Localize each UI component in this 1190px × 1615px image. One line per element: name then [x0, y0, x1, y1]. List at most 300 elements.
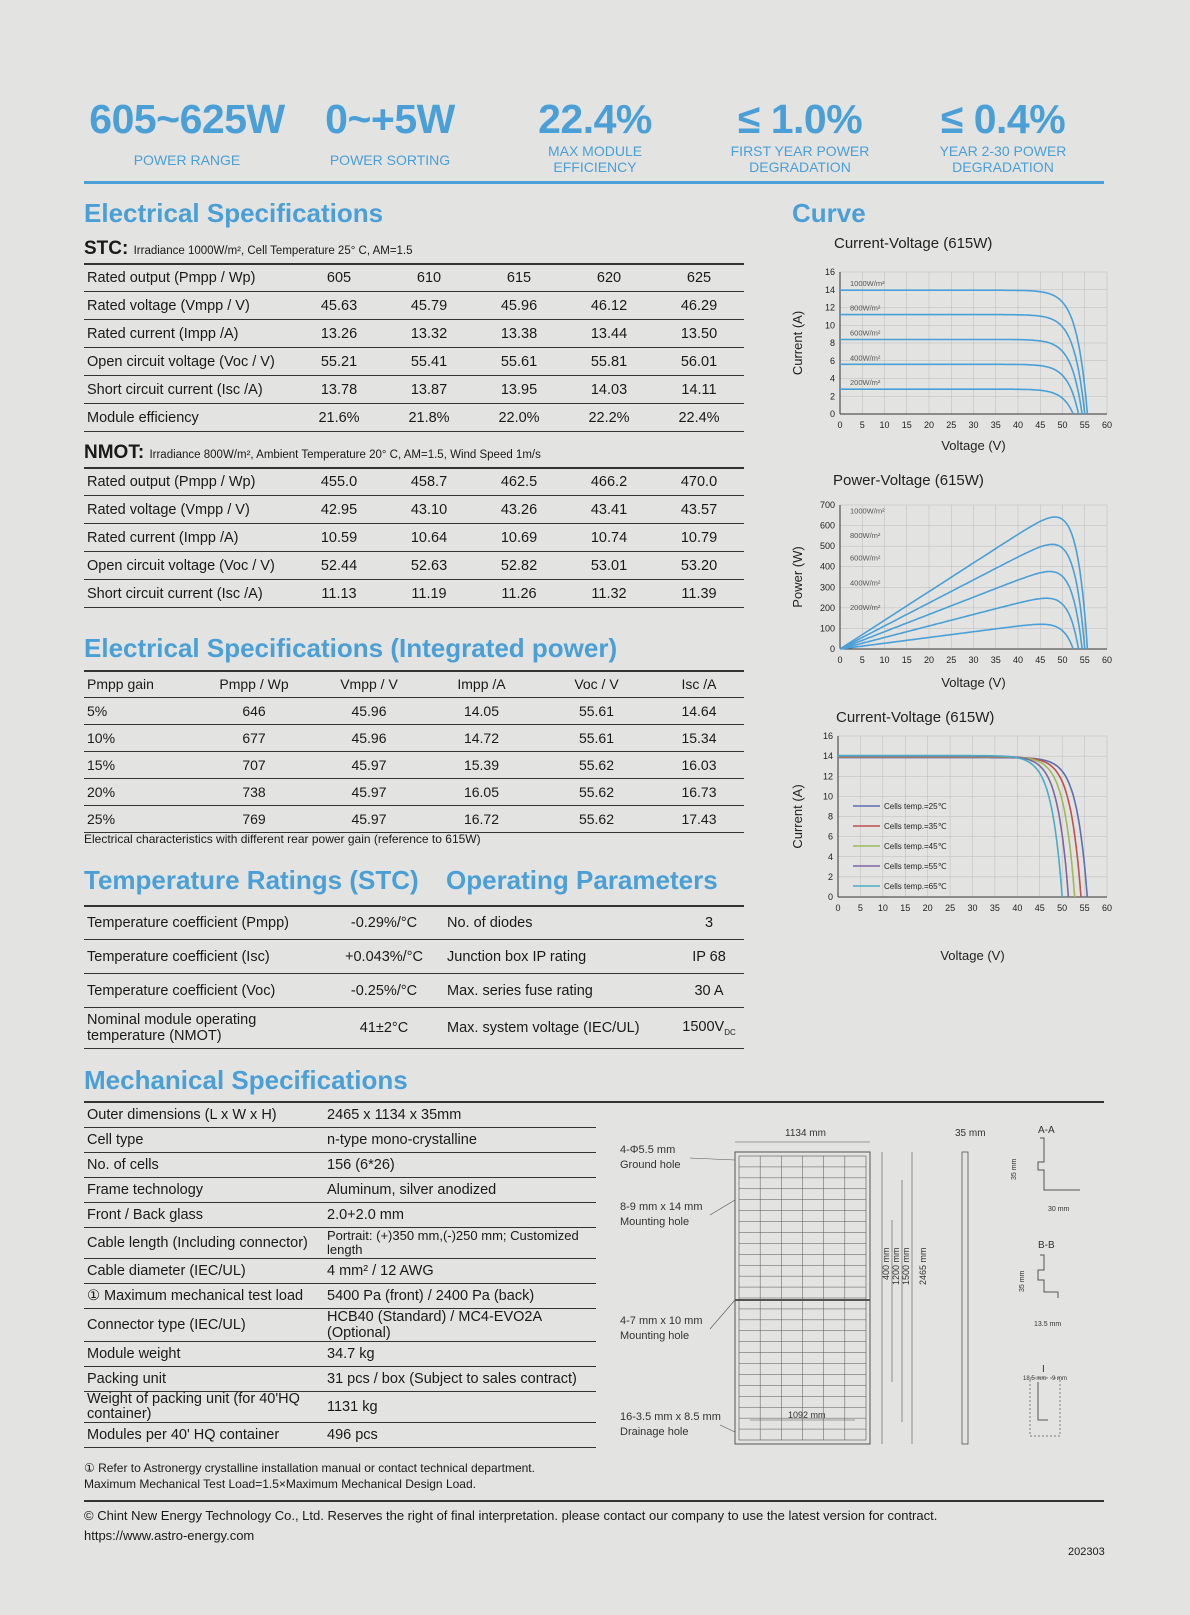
row-label: Rated voltage (Vmpp / V)	[84, 292, 294, 320]
y-tick-label: 6	[827, 831, 833, 842]
cell-value: 13.78	[294, 376, 384, 404]
dim-400: 400 mm	[881, 1247, 891, 1280]
kpi-label: FIRST YEAR POWER DEGRADATION	[730, 143, 870, 175]
y-tick-label: 10	[824, 320, 835, 331]
table-row	[84, 752, 744, 779]
value-text: 3	[704, 914, 714, 931]
bb-profile	[1038, 1255, 1058, 1298]
table-row	[84, 552, 744, 580]
curve-title: Curve	[792, 198, 866, 228]
row-label: Temperature coefficient (Voc)	[84, 974, 324, 1008]
module-drawing	[620, 1120, 1100, 1460]
cell-value: 646	[194, 698, 314, 725]
cell-value: 45.97	[314, 779, 424, 806]
y-tick-label: 2	[827, 871, 833, 882]
row-label: Modules per 40' HQ container	[84, 1423, 324, 1448]
table-row	[84, 1367, 596, 1392]
cell-value: 43.41	[564, 496, 654, 524]
x-tick-label: 45	[1035, 655, 1046, 665]
x-tick-label: 55	[1079, 903, 1090, 913]
row-label: Short circuit current (Isc /A)	[84, 376, 294, 404]
kpi-value: 0~+5W	[325, 96, 455, 142]
series-label: 1000W/m²	[850, 506, 885, 516]
integrated-note: Electrical characteristics with different rear power gain (reference to 615W)	[84, 832, 481, 846]
cell-value: 22.4%	[654, 404, 744, 432]
cell-value: 55.21	[294, 348, 384, 376]
series-line	[840, 624, 1073, 649]
cell-value: 615	[474, 264, 564, 292]
cell-value: 45.97	[314, 752, 424, 779]
table-row	[444, 940, 744, 974]
cell-value: 14.64	[654, 698, 744, 725]
mech-note-1: ① Refer to Astronergy crystalline installation manual or contact technical department.	[84, 1461, 535, 1475]
cell-value: 45.97	[314, 806, 424, 833]
table-row	[84, 376, 744, 404]
table-row	[84, 320, 744, 348]
column-header: Isc /A	[654, 671, 744, 698]
cell-value: 156 (6*26)	[324, 1153, 596, 1178]
nmot-label: NMOT:	[84, 442, 145, 463]
cell-value: 16.03	[654, 752, 744, 779]
cell-value	[674, 974, 744, 1008]
cell-value: 53.20	[654, 552, 744, 580]
cell-value: 45.96	[314, 725, 424, 752]
y-tick-label: 100	[819, 623, 835, 634]
y-tick-label: 12	[822, 771, 833, 782]
table-row	[84, 1259, 596, 1284]
ground-hole-size: 4-Φ5.5 mm	[620, 1144, 676, 1156]
cell-value: 46.12	[564, 292, 654, 320]
y-tick-label: 16	[822, 731, 833, 741]
cell-value: 16.73	[654, 779, 744, 806]
table-row	[84, 1128, 596, 1153]
cell-value: 14.05	[424, 698, 539, 725]
cell-value: 15.34	[654, 725, 744, 752]
cell-value: 15.39	[424, 752, 539, 779]
value-subscript: DC	[724, 1027, 736, 1037]
table-row	[84, 1342, 596, 1367]
table-row	[84, 1423, 596, 1448]
cell-value: 52.82	[474, 552, 564, 580]
row-label: Rated output (Pmpp / Wp)	[84, 264, 294, 292]
x-tick-label: 10	[879, 655, 890, 665]
table-row	[84, 348, 744, 376]
cell-value: 43.10	[384, 496, 474, 524]
table-row	[84, 1153, 596, 1178]
row-label: Cell type	[84, 1128, 324, 1153]
dim-2465: 2465 mm	[918, 1247, 928, 1285]
series-line	[840, 389, 1073, 414]
cell-value: 55.61	[474, 348, 564, 376]
detail-i	[1030, 1378, 1060, 1436]
series-line	[840, 340, 1082, 415]
cell-value: 2.0+2.0 mm	[324, 1203, 596, 1228]
stc-conditions: Irradiance 1000W/m², Cell Temperature 25° C, AM=1.5	[133, 245, 413, 257]
table-row	[84, 1103, 596, 1128]
cell-value: 13.50	[654, 320, 744, 348]
bb-dim-135: 13.5 mm	[1034, 1321, 1062, 1328]
mounting-hole2-label: Mounting hole	[620, 1330, 690, 1342]
row-label: 5%	[84, 698, 194, 725]
row-label: Short circuit current (Isc /A)	[84, 580, 294, 608]
i-dim-b: 9 mm	[1052, 1376, 1067, 1382]
row-label: Rated current (Impp /A)	[84, 524, 294, 552]
nmot-table	[84, 468, 744, 608]
x-tick-label: 0	[837, 420, 843, 430]
nmot-conditions: Irradiance 800W/m², Ambient Temperature 20° C, AM=1.5, Wind Speed 1m/s	[149, 449, 541, 461]
cell-value: 13.95	[474, 376, 564, 404]
cell-value: 455.0	[294, 468, 384, 496]
cell-value: 31 pcs / box (Subject to sales contract)	[324, 1367, 596, 1392]
cell-value: 43.57	[654, 496, 744, 524]
cell-value: 55.62	[539, 806, 654, 833]
dim-1500: 1500 mm	[901, 1247, 911, 1285]
cell-value: 21.8%	[384, 404, 474, 432]
table-row	[84, 940, 444, 974]
row-label: Cable diameter (IEC/UL)	[84, 1259, 324, 1284]
cell-value: 605	[294, 264, 384, 292]
cell-value: 55.61	[539, 725, 654, 752]
y-tick-label: 8	[829, 338, 835, 348]
cell-value: 55.81	[564, 348, 654, 376]
kpi-value: ≤ 0.4%	[940, 96, 1066, 142]
y-axis-label: Current (A)	[790, 310, 805, 376]
series-line	[838, 758, 1087, 897]
table-row	[84, 1008, 444, 1049]
x-axis-label: Voltage (V)	[941, 438, 1006, 453]
series-label: 400W/m²	[850, 578, 881, 588]
series-label: 200W/m²	[850, 603, 881, 613]
table-row	[84, 1178, 596, 1203]
row-label: Rated voltage (Vmpp / V)	[84, 496, 294, 524]
dim-1092: 1092 mm	[788, 1410, 826, 1420]
x-tick-label: 20	[923, 655, 935, 665]
row-label: ① Maximum mechanical test load	[84, 1284, 324, 1309]
series-line	[838, 757, 1075, 897]
x-tick-label: 45	[1034, 903, 1045, 913]
row-label: 20%	[84, 779, 194, 806]
cell-value: 55.41	[384, 348, 474, 376]
cell-value: 13.32	[384, 320, 474, 348]
y-tick-label: 8	[827, 811, 833, 822]
table-row	[84, 725, 744, 752]
row-label: Rated output (Pmpp / Wp)	[84, 468, 294, 496]
row-label: Junction box IP rating	[444, 940, 674, 974]
row-label: Cable length (Including connector)	[84, 1228, 324, 1259]
column-header: Voc / V	[539, 671, 654, 698]
y-tick-label: 600	[819, 520, 835, 531]
row-label: Rated current (Impp /A)	[84, 320, 294, 348]
mounting-hole-size: 8-9 mm x 14 mm	[620, 1201, 703, 1213]
x-tick-label: 20	[922, 903, 933, 913]
mounting-hole2-size: 4-7 mm x 10 mm	[620, 1315, 703, 1327]
y-tick-label: 0	[827, 892, 833, 902]
y-tick-label: 16	[824, 267, 835, 277]
x-tick-label: 5	[857, 903, 863, 913]
cell-value: 1131 kg	[324, 1392, 596, 1423]
footer-url[interactable]: https://www.astro-energy.com	[84, 1528, 255, 1543]
legend-label: Cells temp.=65℃	[884, 882, 947, 891]
cell-value: 10.69	[474, 524, 564, 552]
x-tick-label: 25	[946, 420, 957, 430]
cell-value: 53.01	[564, 552, 654, 580]
y-tick-label: 300	[819, 582, 835, 593]
y-tick-label: 12	[824, 302, 835, 313]
cell-value	[674, 1008, 744, 1049]
table-row	[84, 779, 744, 806]
cell-value: 462.5	[474, 468, 564, 496]
cell-value: 45.96	[314, 698, 424, 725]
cell-value: 13.38	[474, 320, 564, 348]
stc-label: STC:	[84, 238, 129, 259]
x-tick-label: 5	[859, 655, 865, 665]
dim-1200: 1200 mm	[891, 1247, 901, 1285]
table-row	[84, 806, 744, 833]
cell-value: 21.6%	[294, 404, 384, 432]
cell-value: 45.79	[384, 292, 474, 320]
cell-value: n-type mono-crystalline	[324, 1128, 596, 1153]
x-tick-label: 50	[1057, 420, 1068, 430]
row-label: No. of diodes	[444, 906, 674, 940]
footer-code: 202303	[1068, 1546, 1105, 1558]
chart-title: Current-Voltage (615W)	[836, 710, 995, 726]
kpi-label: MAX MODULE EFFICIENCY	[547, 143, 643, 175]
table-row	[84, 1284, 596, 1309]
cell-value: 707	[194, 752, 314, 779]
x-tick-label: 20	[923, 420, 935, 430]
footer-copyright: © Chint New Energy Technology Co., Ltd. Reserves the right of final interpretation. please contact our company to use the latest version for contract.	[84, 1508, 938, 1523]
cell-value: 22.2%	[564, 404, 654, 432]
iv-irradiance-chart	[788, 236, 1118, 461]
cell-value: 610	[384, 264, 474, 292]
row-label: 15%	[84, 752, 194, 779]
x-tick-label: 45	[1035, 420, 1046, 430]
column-header: Pmpp / Wp	[194, 671, 314, 698]
cell-value: 17.43	[654, 806, 744, 833]
x-axis-label: Voltage (V)	[940, 948, 1005, 963]
x-tick-label: 55	[1079, 655, 1090, 665]
legend-label: Cells temp.=25℃	[884, 802, 947, 811]
mech-note-2: Maximum Mechanical Test Load=1.5×Maximum Mechanical Design Load.	[84, 1477, 476, 1491]
cell-value: 22.0%	[474, 404, 564, 432]
y-axis-label: Power (W)	[790, 546, 805, 608]
y-tick-label: 0	[829, 409, 835, 419]
table-row	[84, 580, 744, 608]
side-profile	[962, 1152, 968, 1444]
legend-label: Cells temp.=45℃	[884, 842, 947, 851]
column-header: Pmpp gain	[84, 671, 194, 698]
cell-value: 56.01	[654, 348, 744, 376]
x-tick-label: 50	[1057, 903, 1068, 913]
table-row	[444, 1008, 744, 1049]
cell-value: +0.043%/°C	[324, 940, 444, 974]
x-tick-label: 30	[968, 420, 979, 430]
section-i: I	[1042, 1364, 1045, 1375]
cell-value	[674, 940, 744, 974]
dim-width: 1134 mm	[785, 1128, 826, 1139]
cell-value: Portrait: (+)350 mm,(-)250 mm; Customized length	[324, 1228, 596, 1259]
table-row	[84, 906, 444, 940]
series-label: 400W/m²	[850, 353, 881, 363]
x-tick-label: 35	[990, 655, 1001, 665]
cell-value: 2465 x 1134 x 35mm	[324, 1103, 596, 1128]
y-tick-label: 4	[827, 851, 833, 862]
row-label: Temperature coefficient (Isc)	[84, 940, 324, 974]
y-tick-label: 500	[819, 541, 835, 552]
y-tick-label: 14	[822, 751, 833, 762]
series-label: 800W/m²	[850, 303, 881, 313]
cell-value: 13.87	[384, 376, 474, 404]
value-text: 30 A	[694, 982, 724, 999]
row-label: Weight of packing unit (for 40'HQ container)	[84, 1392, 324, 1423]
cell-value: 11.26	[474, 580, 564, 608]
x-tick-label: 60	[1101, 903, 1113, 913]
y-tick-label: 10	[822, 791, 833, 802]
drainage-hole-size: 16-3.5 mm x 8.5 mm	[620, 1411, 721, 1423]
x-tick-label: 40	[1012, 903, 1023, 913]
row-label: Connector type (IEC/UL)	[84, 1309, 324, 1342]
cell-value: 738	[194, 779, 314, 806]
x-tick-label: 55	[1079, 420, 1090, 430]
x-tick-label: 30	[968, 655, 979, 665]
cell-value: 34.7 kg	[324, 1342, 596, 1367]
cell-value: 458.7	[384, 468, 474, 496]
cell-value: 4 mm² / 12 AWG	[324, 1259, 596, 1284]
table-row	[444, 906, 744, 940]
x-tick-label: 0	[835, 903, 841, 913]
cell-value: 43.26	[474, 496, 564, 524]
cell-value: 11.19	[384, 580, 474, 608]
cell-value: 11.13	[294, 580, 384, 608]
x-tick-label: 40	[1012, 420, 1024, 430]
row-label: Temperature coefficient (Pmpp)	[84, 906, 324, 940]
y-tick-label: 6	[829, 355, 835, 366]
cell-value: 14.72	[424, 725, 539, 752]
kpi-label: POWER RANGE	[133, 152, 241, 168]
iv-temperature-chart	[788, 710, 1118, 970]
cell-value: 11.32	[564, 580, 654, 608]
column-header: Vmpp / V	[314, 671, 424, 698]
cell-value: 45.96	[474, 292, 564, 320]
legend-label: Cells temp.=55℃	[884, 862, 947, 871]
table-row	[84, 1392, 596, 1423]
mounting-hole-label: Mounting hole	[620, 1216, 690, 1228]
stc-heading	[84, 238, 413, 260]
x-tick-label: 10	[879, 420, 890, 430]
row-label: Open circuit voltage (Voc / V)	[84, 348, 294, 376]
y-tick-label: 700	[819, 500, 835, 510]
x-tick-label: 10	[877, 903, 888, 913]
cell-value: 10.64	[384, 524, 474, 552]
mechanical-title: Mechanical Specifications	[84, 1065, 408, 1095]
cell-value: Aluminum, silver anodized	[324, 1178, 596, 1203]
table-row	[84, 404, 744, 432]
operating-title: Operating Parameters	[446, 865, 718, 895]
cell-value: 14.03	[564, 376, 654, 404]
cell-value: 496 pcs	[324, 1423, 596, 1448]
x-tick-label: 60	[1101, 655, 1113, 665]
x-tick-label: 35	[989, 903, 1000, 913]
x-tick-label: 15	[900, 903, 911, 913]
series-label: 600W/m²	[850, 328, 881, 338]
cell-value: 5400 Pa (front) / 2400 Pa (back)	[324, 1284, 596, 1309]
cell-value: 45.63	[294, 292, 384, 320]
series-line	[838, 757, 1081, 897]
kpi-value: ≤ 1.0%	[737, 96, 863, 142]
x-axis-label: Voltage (V)	[941, 675, 1006, 690]
cell-value: 52.44	[294, 552, 384, 580]
chart-title: Power-Voltage (615W)	[833, 473, 984, 489]
y-tick-label: 400	[819, 561, 835, 572]
section-bb: B-B	[1038, 1240, 1055, 1251]
section-aa: A-A	[1038, 1125, 1055, 1136]
row-label: Nominal module operating temperature (NMOT)	[84, 1008, 324, 1049]
cell-value: 11.39	[654, 580, 744, 608]
value-text: IP 68	[692, 948, 726, 965]
value-text: 1500V	[682, 1019, 725, 1036]
series-label: 200W/m²	[850, 378, 881, 388]
operating-table	[444, 906, 744, 1049]
mechanical-table	[84, 1103, 596, 1448]
table-row	[84, 698, 744, 725]
cell-value: 10.59	[294, 524, 384, 552]
drainage-hole-label: Drainage hole	[620, 1426, 689, 1438]
row-label: 10%	[84, 725, 194, 752]
table-row	[444, 974, 744, 1008]
footer-rule	[84, 1500, 1104, 1502]
x-tick-label: 35	[990, 420, 1001, 430]
nmot-heading	[84, 442, 541, 464]
integrated-title: Electrical Specifications (Integrated power)	[84, 633, 618, 663]
kpi-value: 22.4%	[538, 96, 652, 142]
table-row	[84, 496, 744, 524]
cell-value: -0.25%/°C	[324, 974, 444, 1008]
series-label: 800W/m²	[850, 531, 881, 541]
kpi-label: POWER SORTING	[329, 152, 451, 168]
row-label: Outer dimensions (L x W x H)	[84, 1103, 324, 1128]
cell-value: 466.2	[564, 468, 654, 496]
temperature-table	[84, 906, 444, 1049]
row-label: Module efficiency	[84, 404, 294, 432]
cell-value: 14.11	[654, 376, 744, 404]
row-label: Frame technology	[84, 1178, 324, 1203]
series-label: 1000W/m²	[850, 279, 885, 289]
y-axis-label: Current (A)	[790, 784, 805, 849]
ground-hole-label: Ground hole	[620, 1159, 681, 1171]
cell-value: 55.62	[539, 779, 654, 806]
pv-irradiance-chart	[788, 473, 1118, 698]
cell-value: 470.0	[654, 468, 744, 496]
column-header: Impp /A	[424, 671, 539, 698]
cell-value: 10.79	[654, 524, 744, 552]
table-row	[84, 1203, 596, 1228]
row-label: Open circuit voltage (Voc / V)	[84, 552, 294, 580]
x-tick-label: 25	[946, 655, 957, 665]
cell-value: 13.44	[564, 320, 654, 348]
cell-value: 55.62	[539, 752, 654, 779]
series-label: 600W/m²	[850, 553, 881, 563]
cell-value: 769	[194, 806, 314, 833]
cell-value: HCB40 (Standard) / MC4-EVO2A (Optional)	[324, 1309, 596, 1342]
aa-dim-30: 30 mm	[1048, 1206, 1070, 1213]
row-label: Max. system voltage (IEC/UL)	[444, 1008, 674, 1049]
x-tick-label: 25	[945, 903, 956, 913]
row-label: Module weight	[84, 1342, 324, 1367]
x-tick-label: 0	[837, 655, 843, 665]
table-row	[84, 1228, 596, 1259]
table-row	[84, 524, 744, 552]
cell-value: 13.26	[294, 320, 384, 348]
